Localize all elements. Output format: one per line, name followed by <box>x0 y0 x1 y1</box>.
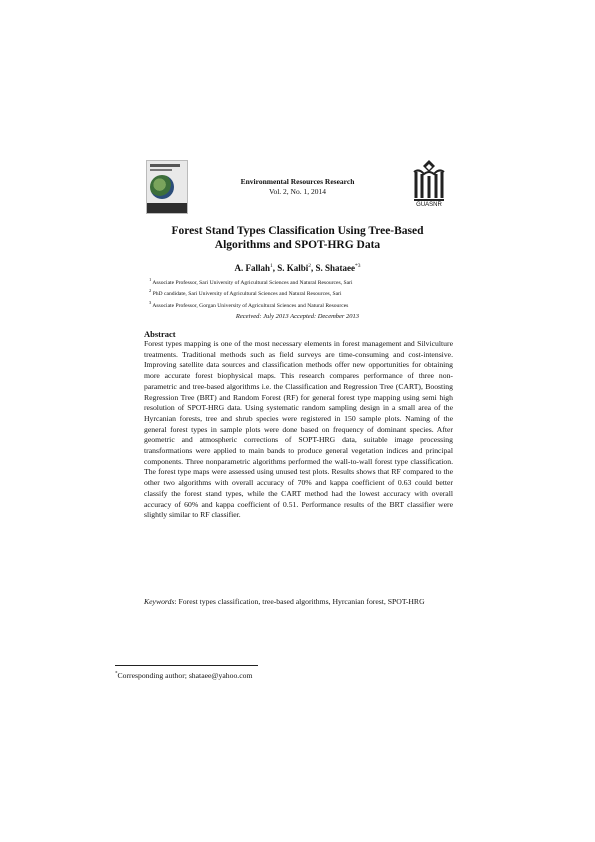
cover-subtitle-bar <box>150 169 172 171</box>
journal-name: Environmental Resources Research <box>240 177 355 186</box>
journal-cover-icon <box>146 160 188 214</box>
cover-title-bar <box>150 164 180 167</box>
guasnr-label: GUASNR <box>416 202 442 208</box>
footnote-rule <box>115 665 258 666</box>
affiliation-item <box>149 287 459 298</box>
guasnr-logo-icon <box>412 158 446 204</box>
paper-title-line-2: Algorithms and SPOT-HRG Data <box>214 239 381 251</box>
keywords <box>144 597 453 608</box>
affiliations <box>149 276 459 310</box>
affiliation-mark: 2 <box>149 288 152 294</box>
keywords-text: : Forest types classification, tree-based algorithms, Hyrcanian forest, SPOT-HRG <box>174 597 425 606</box>
author-mark: 2 <box>308 263 311 269</box>
affiliation-item <box>149 299 459 310</box>
author-name: S. Shataee <box>315 263 356 273</box>
author-mark: 1 <box>269 263 273 269</box>
affiliation-text: Associate Professor, Sari University of Agricultural Sciences and Natural Resources, Sari <box>151 279 353 286</box>
abstract-body: Forest types mapping is one of the most necessary elements in forest management and Silviculture treatments. Traditional methods such as field surveys are time-consuming and cost-intensive. Improving satellite data sources and classification methods offer new opportunities for obtaining more accurate forest biophysical maps. This research compares performance of three non-parametric and tree-based algorithms i.e. the Classification and Regression Tree (CART), Boosting Regression Tree (BRT) and Random Forest (RF) for general forest type mapping using semi high resolution of SPOT-HRG data. Using systematic random sampling design in a small area of the Hyrcanian forests, tree and shrub species were registered in 150 sample plots. Naming of the general forest types in sample plots were done based on frequency of dominant species. After geometric and atmospheric corrections of SOPT-HRG data, suitable image processing transformations were applied to main bands to produce general vegetation indices and principal components. Three nonparametric algorithms performed the wall-to-wall forest type classification. The forest type maps were assessed using unused test plots. Results shows that RF compared to the other two algorithms with overall accuracy of 70% and kappa coefficient of 0.63 could better classify the forest stand types, while the CART method had the lowest accuracy with overall accuracy of 60% and kappa coefficient of 0.51. Performance results of the BRT classifier were slightly similar to RF classifier. <box>144 339 453 520</box>
footnote-mark: * <box>115 671 118 677</box>
paper-title <box>130 224 465 252</box>
paper-title-line-1: Forest Stand Types Classification Using Tree-Based <box>171 225 424 237</box>
abstract-heading: Abstract <box>144 329 176 339</box>
author-name: S. Kalbi <box>277 263 309 273</box>
affiliation-mark: 3 <box>149 299 152 305</box>
author-mark: *3 <box>355 263 361 269</box>
author-name: A. Fallah <box>234 263 270 273</box>
footnote-label: Corresponding author; <box>117 671 189 680</box>
corresponding-email-link[interactable]: shataee@yahoo.com <box>188 671 253 680</box>
author-list: A. Fallah$^1$, S. Kalbi$^2$, S. Shataee$^{*3}$ <box>234 263 361 273</box>
affiliation-text: PhD candidate, Sari University of Agricultural Sciences and Natural Resources, Sari <box>151 291 342 298</box>
affiliation-mark: 1 <box>149 277 152 282</box>
journal-header <box>200 177 395 197</box>
received-accepted-dates: Received: July 2013 Accepted: December 2013 <box>235 313 360 320</box>
footnote <box>115 671 252 680</box>
affiliation-item <box>149 276 459 287</box>
affiliation-text: Associate Professor, Gorgan University of Agricultural Sciences and Natural Resources <box>151 302 349 309</box>
cover-globe-image <box>150 175 174 199</box>
keywords-label: Keywords <box>144 597 175 606</box>
journal-volume: Vol. 2, No. 1, 2014 <box>269 187 326 196</box>
cover-band <box>147 203 187 213</box>
